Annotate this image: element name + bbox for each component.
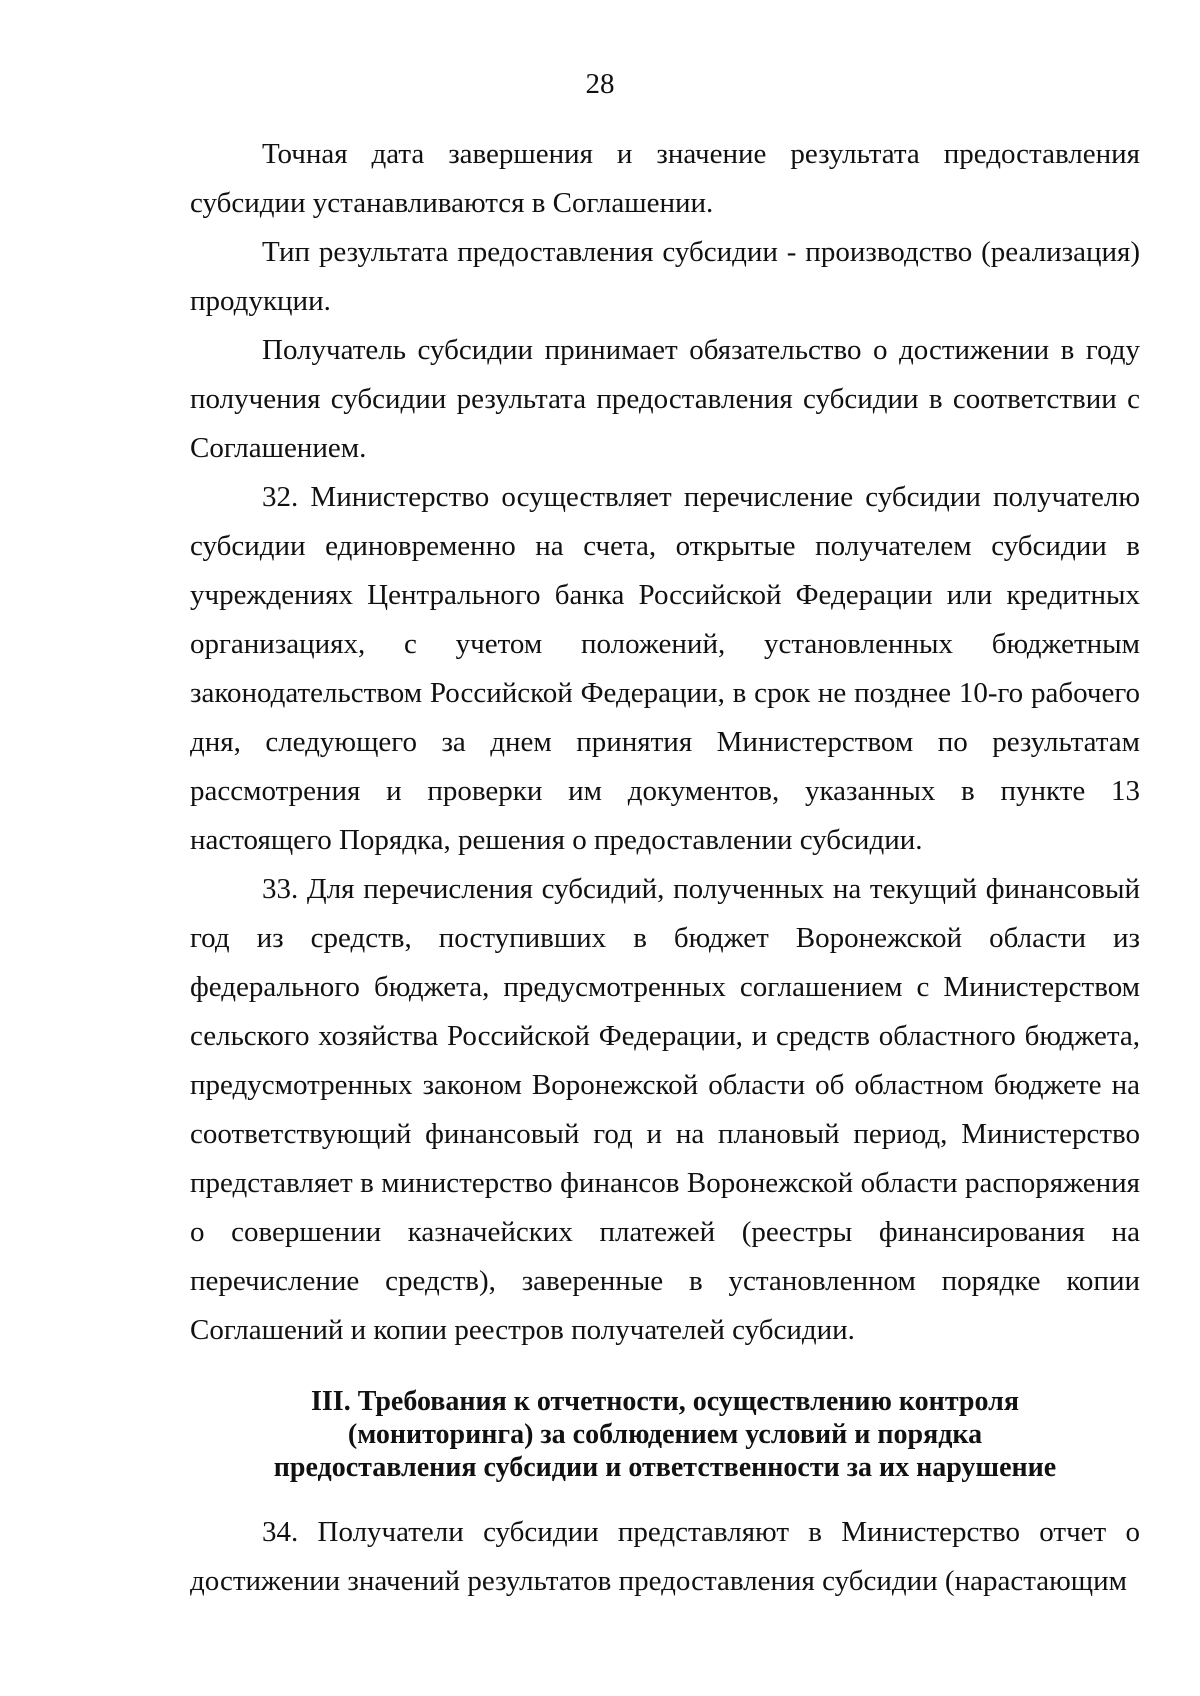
paragraph-item-33: 33. Для перечисления субсидий, полученных на текущий финансовый год из средств, поступивших в бюджет Воронежской области из федерального бюджета, предусмотренных соглашением с Министерством сельского хозяйства Российской Федерации, и средств областного бюджета, предусмотренных законом Воронежской области об областном бюджете на соответствующий финансовый год и на плановый период, Министерство представляет в министерство финансов Воронежской области распоряжения о совершении казначейских платежей (реестры финансирования на перечисление средств), заверенные в установленном порядке копии Соглашений и копии реестров получателей субсидии. (190, 873, 1140, 1346)
paragraph-item-34: 34. Получатели субсидии представляют в Министерство отчет о достижении значений результатов предоставления субсидии (нарастающим (190, 1516, 1140, 1597)
section-heading-line: (мониторинга) за соблюдением условий и порядка (347, 1419, 983, 1450)
paragraph-result-date: Точная дата завершения и значение результата предоставления субсидии устанавливаются в Соглашении. (190, 138, 1140, 219)
body-text-before-heading (190, 130, 1140, 1355)
section-heading-line: предоставления субсидии и ответственности за их нарушение (273, 1452, 1057, 1483)
section-heading-line: III. Требования к отчетности, осуществлению контроля (311, 1386, 1019, 1417)
paragraph-recipient-obligation: Получатель субсидии принимает обязательство о достижении в году получения субсидии результата предоставления субсидии в соответствии с Соглашением. (190, 334, 1140, 464)
paragraph-result-type: Тип результата предоставления субсидии - производство (реализация) продукции. (190, 236, 1140, 317)
paragraph-item-32: 32. Министерство осуществляет перечисление субсидии получателю субсидии единовременно на счета, открытые получателем субсидии в учреждениях Центрального банка Российской Федерации или кредитных организациях, с учетом положений, установленных бюджетным законодательством Российской Федерации, в срок не позднее 10-го рабочего дня, следующего за днем принятия Министерством по результатам рассмотрения и проверки им документов, указанных в пункте 13 настоящего Порядка, решения о предоставлении субсидии. (190, 481, 1140, 856)
page-number: 28 (585, 68, 615, 100)
section-heading (190, 1385, 1140, 1484)
body-text-after-heading (190, 1508, 1140, 1606)
